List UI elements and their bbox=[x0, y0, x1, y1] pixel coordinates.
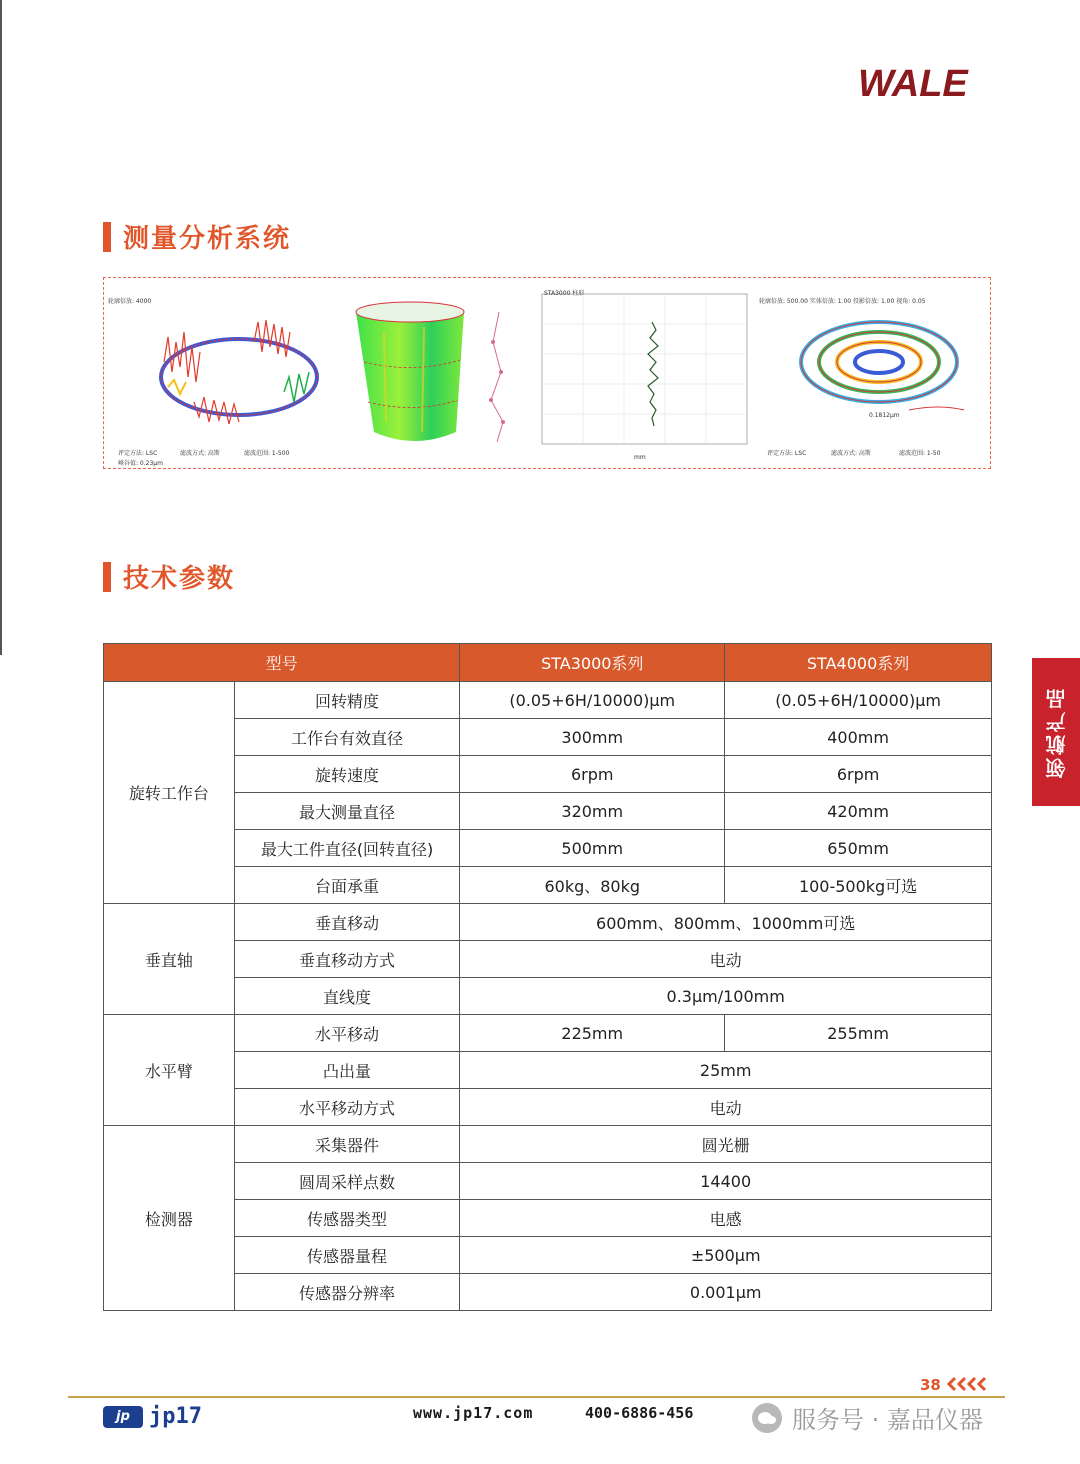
footer-brand: jp17 bbox=[149, 1404, 202, 1429]
deviation-line-chart bbox=[524, 282, 754, 464]
footer-badge: jp bbox=[103, 1406, 143, 1428]
side-tab-label: 领航产品 bbox=[1044, 686, 1069, 778]
param-cell: 传感器分辨率 bbox=[234, 1274, 460, 1311]
value-cell: 400mm bbox=[725, 719, 992, 756]
group-label: 旋转工作台 bbox=[104, 682, 235, 904]
pane1-method: 评定方法: LSC bbox=[118, 450, 158, 457]
param-cell: 垂直移动 bbox=[234, 904, 460, 941]
logo-text: WALE bbox=[858, 63, 968, 102]
param-cell: 工作台有效直径 bbox=[234, 719, 460, 756]
param-cell: 水平移动方式 bbox=[234, 1089, 460, 1126]
merged-value-cell: 圆光栅 bbox=[460, 1126, 992, 1163]
section-analysis-title: 测量分析系统 bbox=[123, 224, 292, 254]
pane5-filter: 滤波方式: 高斯 bbox=[831, 450, 871, 457]
straightness-profile bbox=[479, 282, 519, 464]
pane1-filter: 滤波方式: 高斯 bbox=[180, 450, 220, 457]
pane5-range: 滤波范围: 1-50 bbox=[899, 450, 941, 457]
table-row bbox=[104, 1163, 992, 1200]
value-cell: 300mm bbox=[460, 719, 725, 756]
pane5-method: 评定方法: LSC bbox=[767, 450, 807, 457]
table-row bbox=[104, 1089, 992, 1126]
concentric-rings-graphic bbox=[759, 282, 989, 464]
merged-value-cell: ±500μm bbox=[460, 1237, 992, 1274]
value-cell: 6rpm bbox=[725, 756, 992, 793]
value-cell: 100-500kg可选 bbox=[725, 867, 992, 904]
group-label: 水平臂 bbox=[104, 1015, 235, 1126]
table-row bbox=[104, 1052, 992, 1089]
value-cell: 420mm bbox=[725, 793, 992, 830]
pane5-header: 轮廓倍放: 500.00 实体倍放: 1.00 投影倍放: 1.00 视角: 0.05 bbox=[759, 298, 926, 305]
left-margin-rule bbox=[0, 0, 2, 655]
deviation-chart-graphic bbox=[524, 282, 754, 464]
param-cell: 凸出量 bbox=[234, 1052, 460, 1089]
table-row bbox=[104, 793, 992, 830]
value-cell: 500mm bbox=[460, 830, 725, 867]
param-cell: 旋转速度 bbox=[234, 756, 460, 793]
table-row bbox=[104, 941, 992, 978]
value-cell: (0.05+6H/10000)μm bbox=[460, 682, 725, 719]
section-spec-heading bbox=[103, 558, 235, 595]
chevrons-left-icon bbox=[945, 1376, 995, 1392]
watermark-text: 服务号 · 嘉品仪器 bbox=[792, 1406, 983, 1434]
group-label: 垂直轴 bbox=[104, 904, 235, 1015]
footer-rule bbox=[68, 1396, 1005, 1398]
merged-value-cell: 电感 bbox=[460, 1200, 992, 1237]
spec-table bbox=[103, 643, 992, 1311]
param-cell: 直线度 bbox=[234, 978, 460, 1015]
merged-value-cell: 0.001μm bbox=[460, 1274, 992, 1311]
pane3-unit: mm bbox=[634, 454, 646, 461]
merged-value-cell: 14400 bbox=[460, 1163, 992, 1200]
table-row bbox=[104, 1015, 992, 1052]
table-row bbox=[104, 719, 992, 756]
wechat-icon bbox=[752, 1403, 782, 1433]
merged-value-cell: 0.3μm/100mm bbox=[460, 978, 992, 1015]
pane5-value: 0.1812μm bbox=[869, 412, 900, 419]
value-cell: 6rpm bbox=[460, 756, 725, 793]
heading-bar bbox=[103, 562, 111, 592]
section-spec-title: 技术参数 bbox=[123, 564, 236, 594]
param-cell: 最大测量直径 bbox=[234, 793, 460, 830]
cylinder-graphic bbox=[324, 282, 474, 464]
multi-section-plot bbox=[759, 282, 989, 464]
value-cell: (0.05+6H/10000)μm bbox=[725, 682, 992, 719]
param-cell: 传感器类型 bbox=[234, 1200, 460, 1237]
cylinder-3d-plot bbox=[324, 282, 474, 464]
header-sta4000: STA4000系列 bbox=[725, 644, 992, 682]
heading-bar bbox=[103, 222, 111, 252]
merged-value-cell: 电动 bbox=[460, 941, 992, 978]
table-row bbox=[104, 1237, 992, 1274]
table-row bbox=[104, 1126, 992, 1163]
value-cell: 225mm bbox=[460, 1015, 725, 1052]
wale-logo bbox=[856, 62, 996, 102]
param-cell: 传感器量程 bbox=[234, 1237, 460, 1274]
table-row bbox=[104, 830, 992, 867]
table-row bbox=[104, 682, 992, 719]
param-cell: 圆周采样点数 bbox=[234, 1163, 460, 1200]
pane3-header: STA3000 柱形 bbox=[544, 290, 585, 297]
merged-value-cell: 25mm bbox=[460, 1052, 992, 1089]
value-cell: 320mm bbox=[460, 793, 725, 830]
pane1-peak: 峰谷值: 0.23μm bbox=[118, 460, 163, 467]
analysis-screenshots-gallery bbox=[103, 277, 991, 469]
table-row bbox=[104, 904, 992, 941]
section-analysis-heading bbox=[103, 218, 291, 255]
profile-line-graphic bbox=[479, 282, 519, 464]
table-row bbox=[104, 867, 992, 904]
value-cell: 255mm bbox=[725, 1015, 992, 1052]
watermark bbox=[752, 1400, 983, 1435]
param-cell: 最大工件直径(回转直径) bbox=[234, 830, 460, 867]
value-cell: 60kg、80kg bbox=[460, 867, 725, 904]
group-label: 检测器 bbox=[104, 1126, 235, 1311]
header-model: 型号 bbox=[104, 644, 460, 682]
table-row bbox=[104, 756, 992, 793]
value-cell: 650mm bbox=[725, 830, 992, 867]
table-row bbox=[104, 978, 992, 1015]
page-number: 38 bbox=[920, 1376, 941, 1394]
param-cell: 采集器件 bbox=[234, 1126, 460, 1163]
table-row bbox=[104, 1274, 992, 1311]
merged-value-cell: 600mm、800mm、1000mm可选 bbox=[460, 904, 992, 941]
footer-phone: 400-6886-456 bbox=[585, 1404, 694, 1422]
header-sta3000: STA3000系列 bbox=[460, 644, 725, 682]
footer-url[interactable]: www.jp17.com bbox=[413, 1404, 534, 1422]
pane1-header: 轮廓倍放: 4000 bbox=[108, 298, 152, 305]
table-header-row bbox=[104, 644, 992, 682]
pane1-range: 滤波范围: 1-500 bbox=[244, 450, 290, 457]
roundness-ring-graphic bbox=[104, 282, 319, 464]
roundness-plot bbox=[104, 282, 319, 467]
table-row bbox=[104, 1200, 992, 1237]
param-cell: 垂直移动方式 bbox=[234, 941, 460, 978]
param-cell: 台面承重 bbox=[234, 867, 460, 904]
param-cell: 回转精度 bbox=[234, 682, 460, 719]
footer-logo bbox=[103, 1404, 202, 1429]
merged-value-cell: 电动 bbox=[460, 1089, 992, 1126]
side-tab-featured-products[interactable] bbox=[1032, 658, 1080, 806]
param-cell: 水平移动 bbox=[234, 1015, 460, 1052]
